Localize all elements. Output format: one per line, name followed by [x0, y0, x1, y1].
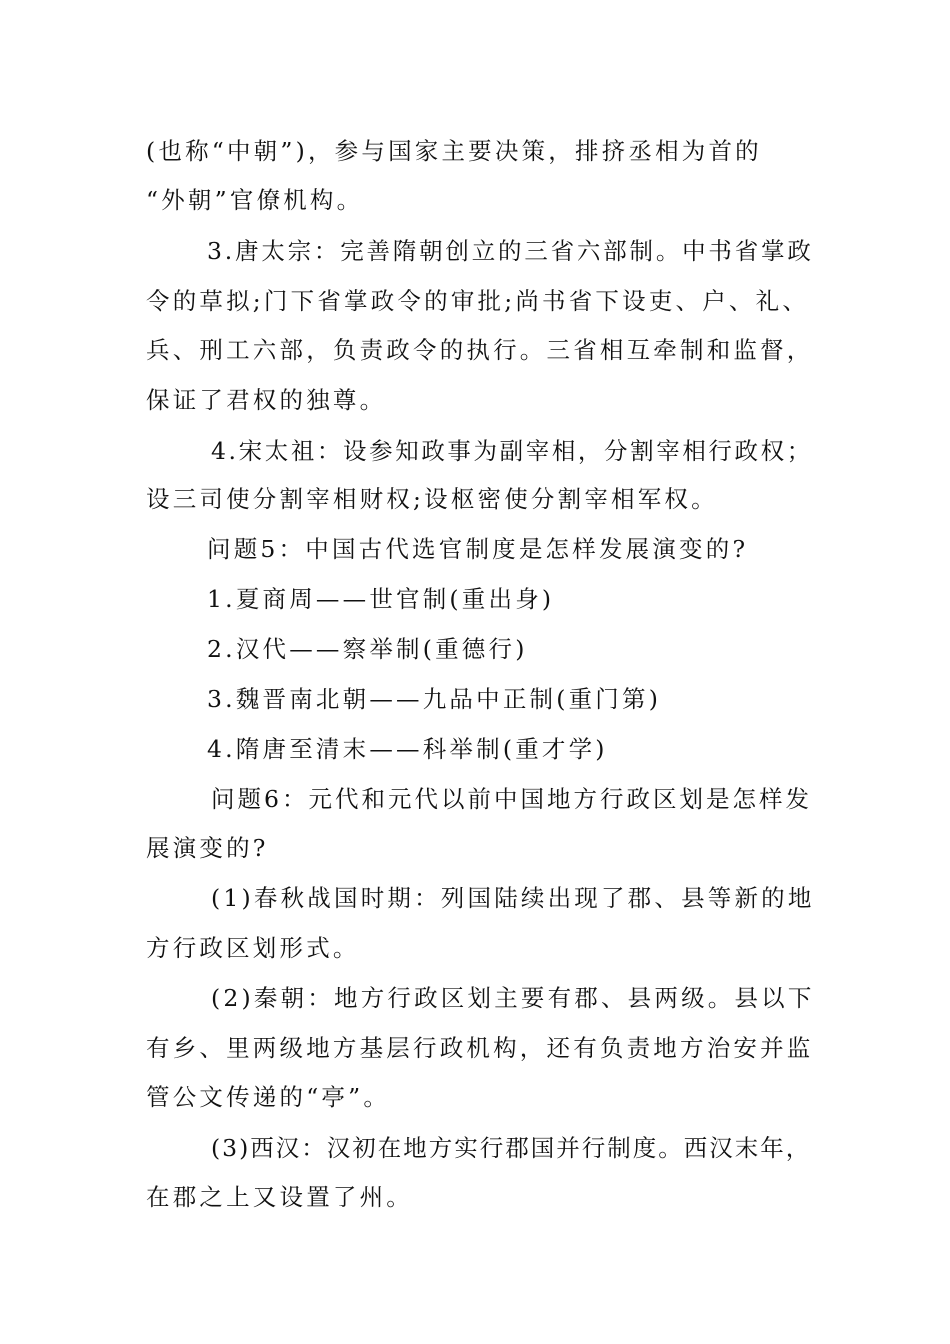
text-line: 方行政区划形式。 [146, 934, 360, 962]
text-line: 有乡、里两级地方基层行政机构，还有负责地方治安并监 [146, 1034, 814, 1062]
text-line: 设三司使分割宰相财权;设枢密使分割宰相军权。 [146, 485, 718, 513]
text-line: 令的草拟;门下省掌政令的审批;尚书省下设吏、户、礼、 [146, 287, 810, 315]
text-line: 1.夏商周——世官制(重出身) [207, 585, 555, 613]
text-line: 4.隋唐至清末——科举制(重才学) [207, 735, 608, 763]
text-line: 问题6：元代和元代以前中国地方行政区划是怎样发 [211, 785, 812, 813]
text-line: 4.宋太祖：设参知政事为副宰相，分割宰相行政权； [211, 437, 813, 465]
text-line: 3.魏晋南北朝——九品中正制(重门第) [207, 685, 662, 713]
text-line: (3)西汉：汉初在地方实行郡国并行制度。西汉末年， [211, 1134, 812, 1162]
text-line: (也称“中朝”)，参与国家主要决策，排挤丞相为首的 [146, 137, 762, 165]
text-line: 兵、刑工六部，负责政令的执行。三省相互牵制和监督， [146, 336, 814, 364]
text-line: 保证了君权的独尊。 [146, 386, 387, 414]
text-line: 问题5：中国古代选官制度是怎样发展演变的? [207, 535, 749, 563]
text-line: 3.唐太宗：完善隋朝创立的三省六部制。中书省掌政 [207, 237, 814, 265]
text-line: 展演变的? [146, 834, 269, 862]
text-line: 在郡之上又设置了州。 [146, 1183, 413, 1211]
text-line: 2.汉代——察举制(重德行) [207, 635, 528, 663]
text-line: “外朝”官僚机构。 [146, 186, 364, 214]
text-line: (2)秦朝：地方行政区划主要有郡、县两级。县以下 [211, 984, 815, 1012]
text-line: 管公文传递的“亭”。 [146, 1083, 391, 1111]
text-line: (1)春秋战国时期：列国陆续出现了郡、县等新的地 [211, 884, 815, 912]
